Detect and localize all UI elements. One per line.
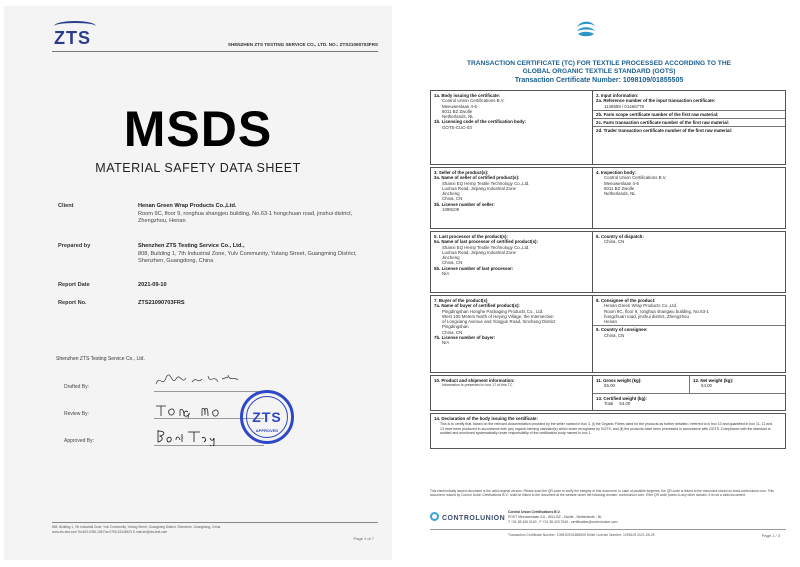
declaration-text: This is to certify that, based on the relevant documentation provided by the seller named in box 3, (i) the Organic Fibres used for the products as further detailed / referred to in box 10 and quantified in box 11, 12 and 13 have been produced in accordance with (an) organic farming standard(s) which is/are recognized by GOTS, and (ii) the products have been processed in accordance with GOTS. Compliance with the standard is audited and monitored systematically under responsibility of the certification body named in box 1. [440, 422, 773, 435]
box-10-product-info [431, 376, 593, 410]
box-line: China, CN [604, 239, 625, 245]
box-line: of Longxiang Avenue and Yongjun Road, Xincheng District [442, 319, 556, 325]
field-label: Prepared by [58, 243, 91, 249]
box-heading: 2d. Trader transaction certificate number of the first raw material: [596, 128, 733, 134]
box-heading: 5b. License number of last processor: [434, 265, 514, 271]
drafted-signature [152, 370, 242, 390]
box-heading: 14. Declaration of the body issuing the certificate: [434, 416, 538, 421]
box-heading: 7. Buyer of the product(s) [434, 298, 488, 303]
box-heading: 1b. Licensing code of the certification body: [434, 119, 526, 125]
box-heading: 5. Last processor of the product(s): [434, 234, 508, 239]
control-union-logo-icon [430, 512, 439, 521]
box-line: Netherlands, NL [604, 191, 636, 197]
box-14-declaration [431, 414, 785, 448]
box-line: 54.00 [701, 383, 712, 389]
box-line: N/A [442, 271, 450, 277]
box-heading: 3a. Name of seller of certified product(s): [434, 175, 520, 181]
box-heading: 12. Net weight (kg): [693, 378, 734, 383]
review-by-label: Review By: [64, 411, 90, 417]
box-heading: 2b. Farm scope certificate number of the first raw material: [596, 111, 719, 117]
field-value: 808, Building 1, 7th Industrial Zone, Yulv Community, Yutang Street, Guangming District, Shenzhen, Guangdong, China [138, 250, 357, 264]
footer-divider [52, 522, 378, 523]
box-heading: 11. Gross weight (kg): [596, 378, 642, 383]
box-heading: 9. Country of consignee: [596, 327, 648, 333]
box-7-buyer [431, 296, 593, 372]
msds-header-info: SHENZHEN ZTS TESTING SERVICE CO., LTD. NO.: ZTS21090703FRS [227, 42, 378, 47]
box-heading: 2. Input information: [596, 93, 639, 98]
box-3-seller [431, 168, 593, 228]
testing-service-name: Shenzhen ZTS Testing Service Co., Ltd. [56, 356, 145, 362]
box-line: Pingdingshan [442, 324, 469, 330]
box-heading: 6. Country of dispatch: [596, 234, 644, 239]
footer-address: 808, Building 1, 7th Industrial Zone, Yulv Community, Yutang Street, Guangming District, Shenzhen, Guangdong, China [52, 525, 221, 529]
box-line: Shanxi EQ Hemp Textile Technology Co.,Ltd. [442, 244, 530, 250]
box-line: Information is presented in box 17 of this TC [442, 383, 513, 388]
box-line: 55.00 [604, 383, 615, 389]
tc-footer-divider [430, 529, 786, 530]
field-value-bold: 2021-09-10 [138, 282, 167, 288]
box-line: 8011 BZ Zwolle [442, 108, 473, 114]
gots-logo-icon [575, 18, 597, 40]
stamp-subtext: APPROVED [255, 428, 279, 433]
tc-section-5-6 [430, 231, 786, 293]
field-label: Report Date [58, 282, 90, 288]
box-line: China, CN [604, 332, 625, 338]
box-4-inspection-body [593, 168, 785, 228]
tc-section-7-9 [430, 295, 786, 373]
transaction-certificate [404, 6, 794, 560]
box-heading: 8. Consignee of the product: [596, 298, 656, 303]
box-line: 54.00 [619, 401, 631, 407]
box-heading: 5a. Name of last processor of certified product(s): [434, 239, 538, 245]
tc-section-1-2 [430, 90, 786, 165]
box-line: Control Union Certifications B.V. [442, 98, 505, 104]
box-line: 1148559 / 01466779 [604, 103, 644, 109]
box-heading: 2a. Reference number of the input transaction certificate: [596, 98, 716, 104]
box-6-country-of-dispatch [593, 232, 785, 292]
header-divider [52, 51, 378, 52]
box-heading: 2c. Farm transaction certificate number of the first raw material: [596, 120, 730, 126]
msds-document [4, 6, 392, 560]
tc-section-3-4 [430, 167, 786, 229]
tc-page-number: Page 1 / 3 [761, 533, 780, 538]
box-line: Netherlands, NL [442, 114, 474, 120]
tc-title-line-1: TRANSACTION CERTIFICATE (TC) FOR TEXTILE PROCESSED ACCORDING TO THE [467, 60, 731, 67]
box-line: Total [604, 401, 614, 407]
approved-signature [152, 426, 242, 446]
footer-contact: www.zts-test.com Tel:400-6786-108 Fax:0755-33146923 E-mail:zts@zts-test.com [52, 530, 168, 534]
box-11-gross-weight [593, 376, 690, 394]
cu-company-name: Control Union Certifications B.V. [508, 510, 561, 514]
box-12-net-weight [690, 376, 785, 394]
box-line: 1098109 [442, 207, 460, 213]
box-line: China, CN [442, 260, 463, 266]
box-line: China, CN [442, 329, 463, 335]
box-5-last-processor [431, 232, 593, 292]
tc-footer-text: Transaction Certificate Number: 1098109/01855505 Seller License Number: 1098109 2021-08-25 [508, 533, 655, 537]
box-heading: 3. Seller of the product(s): [434, 170, 489, 175]
msds-title: MSDS [123, 101, 273, 157]
box-line: Luohua Road, Jinjiang Industrial Zone [442, 249, 516, 255]
box-line: Henan [604, 319, 617, 325]
tc-section-10-13 [430, 375, 786, 411]
control-union-logo-text: CONTROLUNION [442, 515, 506, 522]
box-line: Pingdingshan Honghe Packaging Products Co., Ltd. [442, 308, 544, 314]
box-heading: 7a. Name of buyer of certified product(s): [434, 303, 520, 309]
drafted-signature-line [154, 391, 264, 392]
field-value-bold: ZTS21090703FRS [138, 300, 185, 306]
msds-subtitle: MATERIAL SAFETY DATA SHEET [95, 161, 301, 175]
box-heading: 4. Inspection body: [596, 170, 637, 175]
zts-logo [54, 28, 91, 49]
box-line: Jincheng [442, 191, 460, 197]
tc-title-line-2: GLOBAL ORGANIC TEXTILE STANDARD (GOTS) [522, 68, 676, 75]
box-line: Meeuwenlaan 4-6 [604, 180, 639, 186]
box-line: West 100 Meters North of Heying Village, the Intersection [442, 313, 554, 319]
review-signature [152, 400, 242, 420]
approved-by-label: Approved By: [64, 438, 95, 444]
box-line: Luohua Road, Jinjiang Industrial Zone [442, 185, 516, 191]
box-heading: 3b. License number of seller: [434, 201, 495, 207]
box-line: hongchuan road, jinshui district, Zhengzhou [604, 313, 689, 319]
zts-logo-text: ZTS [54, 28, 91, 48]
box-heading: 1a. Body issuing the certificate: [434, 93, 501, 98]
box-line: 8011 BZ Zwolle [604, 185, 635, 191]
box-8-consignee [593, 296, 785, 372]
box-line: Meeuwenlaan 4-6 [442, 103, 477, 109]
box-line: Henan Green Wrap Products Co.,Ltd. [604, 303, 678, 309]
field-label: Report No. [58, 300, 87, 306]
cu-postal-address: POST Meeuwenlaan 4-6 - 8011 BZ - Zwolle - Netherlands - NL [508, 515, 603, 519]
field-label: Client [58, 203, 74, 209]
box-2-input-information [593, 91, 785, 164]
page-number: Page 1 of 7 [353, 536, 374, 541]
box-1-issuing-body [431, 91, 593, 164]
tc-verification-note: This electronically issued document is the valid original version. Please scan the QR-code to verify the integrity of this document. In case of possible forgeries, the QR-code is linked to the document stored on www.controlunion.com. This document, issued by Control Union Certifications B.V., shall be linked to the document at the website under the following domain: controlunion.com. If the QR code points to any other domain, it is not a valid document. [430, 489, 774, 497]
tc-certificate-number: Transaction Certificate Number: 1098109/01855505 [514, 77, 684, 84]
box-line: GOTS-CUC-03 [442, 124, 472, 130]
field-value: Room 9C, floor 9, ronghua shangjeu building, No.63-1 hongchuan road, jinshui district, Zhengzhou, Henan [138, 210, 353, 224]
box-13-certified-weight [593, 394, 785, 412]
tc-section-14 [430, 413, 786, 449]
box-line: Control Union Certifications B.V. [604, 175, 667, 181]
field-value-bold: Henan Green Wrap Products Co.,Ltd. [138, 203, 237, 209]
box-line: N/A [442, 340, 450, 346]
box-line: China, CN [442, 196, 463, 202]
box-line: Shanxi EQ Hemp Textile Technology Co.,Ltd. [442, 180, 530, 186]
control-union-logo [430, 512, 505, 522]
stamp-text: ZTS [252, 409, 282, 425]
box-line: Room 9C, floor 9, ronghua shangwu building, No.63-1 [604, 308, 709, 314]
drafted-by-label: Drafted By: [64, 384, 90, 390]
approval-stamp [240, 390, 294, 444]
field-value-bold: Shenzhen ZTS Testing Service Co., Ltd., [138, 243, 245, 249]
box-line: Jincheng [442, 255, 460, 261]
cu-contact: T +31 38 426 0100 - F +31 38 423 7040 - certification@controlunion.com [508, 520, 618, 524]
box-heading: 13. Certified weight (kg): [596, 396, 647, 401]
box-heading: 7b. License number of buyer: [434, 335, 496, 341]
box-heading: 10. Product and shipment information: [434, 378, 515, 383]
